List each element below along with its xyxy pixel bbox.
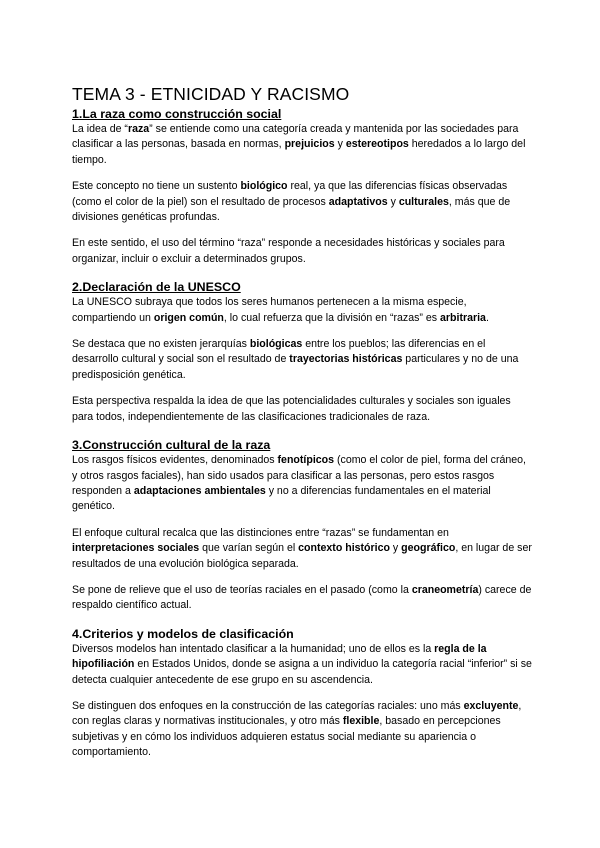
text-run: y no a diferencias fundamentales en el material genético. bbox=[72, 484, 491, 513]
text-run: Diversos modelos han intentado clasificar a la humanidad; uno de ellos es la bbox=[72, 642, 435, 655]
text-run: Esta perspectiva respalda la idea de que las potencialidades culturales y sociales son iguales para todos, independientemente de las clasificaciones tradicionales de raza. bbox=[72, 395, 511, 423]
bold-term: craneometría bbox=[411, 583, 479, 596]
text-run: y bbox=[387, 195, 399, 208]
text-run: heredados a lo largo del tiempo. bbox=[72, 138, 526, 166]
text-run: . bbox=[485, 311, 489, 324]
paragraph bbox=[72, 699, 532, 761]
bold-term: raza bbox=[127, 123, 150, 135]
bold-term: adaptativos bbox=[328, 195, 388, 208]
text-run: En este sentido, el uso del término “raza” responde a necesidades históricas y sociales para organizar, incluir o excluir a determinados grupos. bbox=[72, 237, 505, 265]
bold-term: biológico bbox=[240, 180, 288, 193]
text-run: (como el color de piel, forma del cráneo, y otros rasgos faciales), han sido usados para clasificar a las personas, pero estos rasgos responden a bbox=[72, 454, 527, 497]
bold-term: estereotipos bbox=[345, 138, 409, 151]
section-1 bbox=[72, 106, 532, 267]
text-run: real, ya que las diferencias físicas observadas (como el color de la piel) son el resultado de procesos bbox=[72, 180, 508, 208]
paragraph bbox=[72, 337, 532, 383]
bold-term: excluyente bbox=[463, 699, 519, 712]
section-heading: 1.La raza como construcción social bbox=[72, 107, 282, 121]
bold-term: arbitraria bbox=[440, 311, 486, 324]
paragraph bbox=[72, 179, 532, 225]
text-run: , en lugar de ser resultados de una evolución biológica separada. bbox=[72, 542, 532, 570]
paragraph bbox=[72, 236, 532, 267]
text-run: ) carece de respaldo científico actual. bbox=[72, 583, 532, 612]
paragraph bbox=[72, 122, 532, 168]
text-run: , con reglas claras y normativas institucionales, y otro más bbox=[72, 699, 522, 728]
paragraph bbox=[72, 453, 532, 515]
bold-term: regla de la hipofiliación bbox=[72, 642, 487, 671]
text-run: El enfoque cultural recalca que las distinciones entre “razas” se fundamentan en bbox=[72, 526, 449, 539]
text-run: que varían según el bbox=[199, 542, 299, 555]
paragraph bbox=[72, 295, 532, 326]
bold-term: contexto histórico bbox=[298, 542, 390, 555]
bold-term: culturales bbox=[398, 195, 449, 208]
text-run: entre los pueblos; las diferencias en el desarrollo cultural y social son el resultado de bbox=[72, 338, 486, 366]
paragraph bbox=[72, 583, 532, 614]
bold-term: trayectorias históricas bbox=[289, 353, 403, 366]
text-run: , basado en percepciones subjetivas y en cómo los individuos adquieren estatus social mediante su apariencia o comportamiento. bbox=[72, 715, 501, 759]
text-run: Se distinguen dos enfoques en la construcción de las categorías raciales: uno más bbox=[72, 699, 464, 712]
paragraph bbox=[72, 642, 532, 688]
bold-term: flexible bbox=[342, 715, 380, 728]
document-page bbox=[72, 84, 532, 761]
section-4 bbox=[72, 626, 532, 761]
section-heading: 2.Declaración de la UNESCO bbox=[72, 280, 241, 295]
text-run: en Estados Unidos, donde se asigna a un individuo la categoría racial “inferior” si se detecta cualquier antecedente de ese grupo en su ascendencia. bbox=[72, 658, 532, 686]
page-title: TEMA 3 - ETNICIDAD Y RACISMO bbox=[72, 84, 350, 104]
section-heading: 3.Construcción cultural de la raza bbox=[72, 438, 271, 453]
text-run: y bbox=[389, 542, 402, 555]
paragraph bbox=[72, 394, 532, 425]
text-run: Este concepto no tiene un sustento bbox=[72, 180, 241, 193]
text-run: particulares y no de una predisposición genética. bbox=[72, 353, 519, 381]
text-run: , lo cual refuerza que la división en “razas” es bbox=[223, 311, 441, 324]
bold-term: geográfico bbox=[401, 542, 456, 555]
text-run: La UNESCO subraya que todos los seres humanos pertenecen a la misma especie, compartiendo un bbox=[72, 296, 467, 324]
bold-term: biológicas bbox=[249, 338, 303, 351]
text-run: y bbox=[334, 138, 346, 151]
section-2 bbox=[72, 279, 532, 425]
paragraph bbox=[72, 526, 532, 572]
section-3 bbox=[72, 437, 532, 614]
text-run: Se pone de relieve que el uso de teorías raciales en el pasado (como la bbox=[72, 583, 412, 596]
text-run: Los rasgos físicos evidentes, denominados bbox=[72, 454, 278, 467]
bold-term: adaptaciones ambientales bbox=[133, 484, 266, 497]
bold-term: prejuicios bbox=[284, 138, 335, 151]
section-heading: 4.Criterios y modelos de clasificación bbox=[72, 626, 294, 641]
bold-term: fenotípicos bbox=[277, 454, 335, 467]
text-run: , más que de divisiones genéticas profundas. bbox=[72, 195, 511, 224]
text-run: Se destaca que no existen jerarquías bbox=[72, 338, 250, 351]
text-run: La idea de “ bbox=[72, 123, 128, 135]
bold-term: interpretaciones sociales bbox=[72, 542, 200, 555]
text-run: ” se entiende como una categoría creada y mantenida por las sociedades para clasificar a las personas, basada en normas, bbox=[72, 123, 519, 151]
bold-term: origen común bbox=[153, 311, 224, 324]
